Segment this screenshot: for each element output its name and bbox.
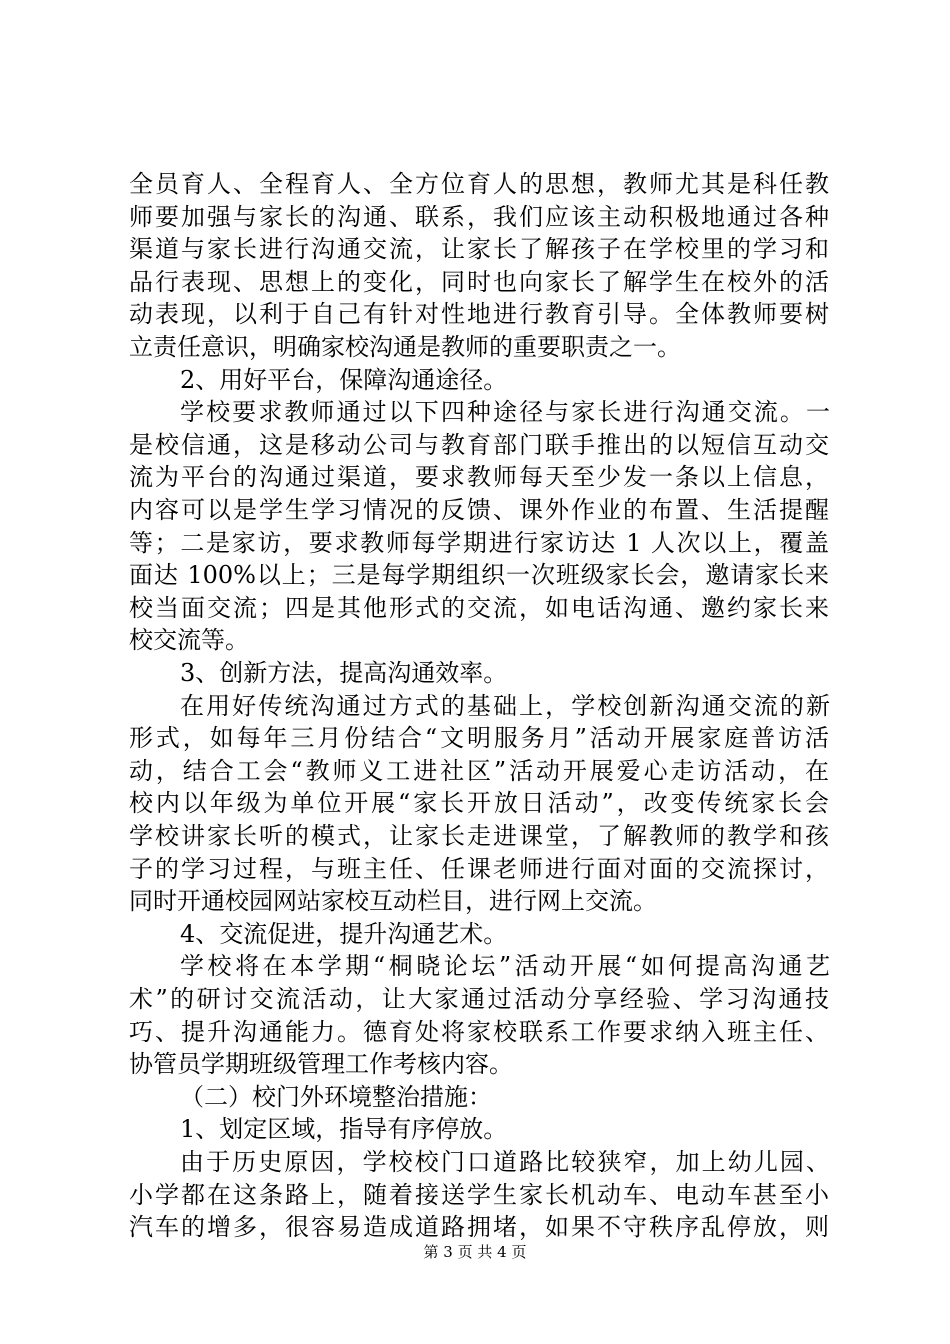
text-line: 动，结合工会“教师义工进社区”活动开展爱心走访活动，在 <box>129 756 829 785</box>
text-line: 流为平台的沟通过渠道，要求教师每天至少发一条以上信息， <box>129 463 829 492</box>
text-line: （二）校门外环境整治措施： <box>180 1082 492 1111</box>
text-line: 形式，如每年三月份结合“文明服务月”活动开展家庭普访活 <box>129 724 829 753</box>
text-line: 3、创新方法，提高沟通效率。 <box>180 659 508 687</box>
text-line: 内容可以是学生学习情况的反馈、课外作业的布置、生活提醒 <box>129 496 829 524</box>
text-line: 1、划定区域，指导有序停放。 <box>180 1115 508 1144</box>
text-line: 校交流等。 <box>129 626 249 655</box>
text-line: 学校将在本学期“桐晓论坛”活动开展“如何提高沟通艺 <box>180 952 830 981</box>
text-line: 由于历史原因，学校校门口道路比较狭窄，加上幼儿园、 <box>180 1148 830 1176</box>
text-line: 渠道与家长进行沟通交流，让家长了解孩子在学校里的学习和 <box>129 235 829 264</box>
text-line: 是校信通，这是移动公司与教育部门联手推出的以短信互动交 <box>129 430 829 459</box>
page-footer: 第 3 页 共 4 页 <box>423 1243 527 1261</box>
text-line: 校内以年级为单位开展“家长开放日活动”，改变传统家长会 <box>129 789 829 818</box>
text-line: 巧、提升沟通能力。德育处将家校联系工作要求纳入班主任、 <box>129 1017 829 1046</box>
text-line: 4、交流促进，提升沟通艺术。 <box>180 919 508 948</box>
text-line: 立责任意识，明确家校沟通是教师的重要职责之一。 <box>129 333 681 361</box>
text-line: 校当面交流；四是其他形式的交流，如电话沟通、邀约家长来 <box>129 593 829 622</box>
text-line: 同时开通校园网站家校互动栏目，进行网上交流。 <box>129 887 657 916</box>
text-line: 学校要求教师通过以下四种途径与家长进行沟通交流。一 <box>180 398 830 427</box>
text-line: 等；二是家访，要求教师每学期进行家访达 1 人次以上，覆盖 <box>129 528 829 557</box>
text-line: 小学都在这条路上，随着接送学生家长机动车、电动车甚至小 <box>129 1180 829 1209</box>
text-line: 汽车的增多，很容易造成道路拥堵，如果不守秩序乱停放，则 <box>129 1213 829 1242</box>
text-line: 全员育人、全程育人、全方位育人的思想，教师尤其是科任教 <box>129 170 829 198</box>
text-line: 协管员学期班级管理工作考核内容。 <box>129 1050 513 1079</box>
text-line: 子的学习过程，与班主任、任课老师进行面对面的交流探讨， <box>129 854 829 883</box>
text-line: 术”的研讨交流活动，让大家通过活动分享经验、学习沟通技 <box>129 985 829 1013</box>
text-line: 学校讲家长听的模式，让家长走进课堂，了解教师的教学和孩 <box>129 822 829 850</box>
text-line: 师要加强与家长的沟通、联系，我们应该主动积极地通过各种 <box>129 202 829 231</box>
text-line: 在用好传统沟通过方式的基础上，学校创新沟通交流的新 <box>180 691 830 720</box>
text-line: 品行表现、思想上的变化，同时也向家长了解学生在校外的活 <box>129 267 829 296</box>
text-line: 动表现，以利于自己有针对性地进行教育引导。全体教师要树 <box>129 300 829 329</box>
text-line: 面达 100%以上；三是每学期组织一次班级家长会，邀请家长来 <box>129 561 829 590</box>
text-line: 2、用好平台，保障沟通途径。 <box>180 365 508 394</box>
